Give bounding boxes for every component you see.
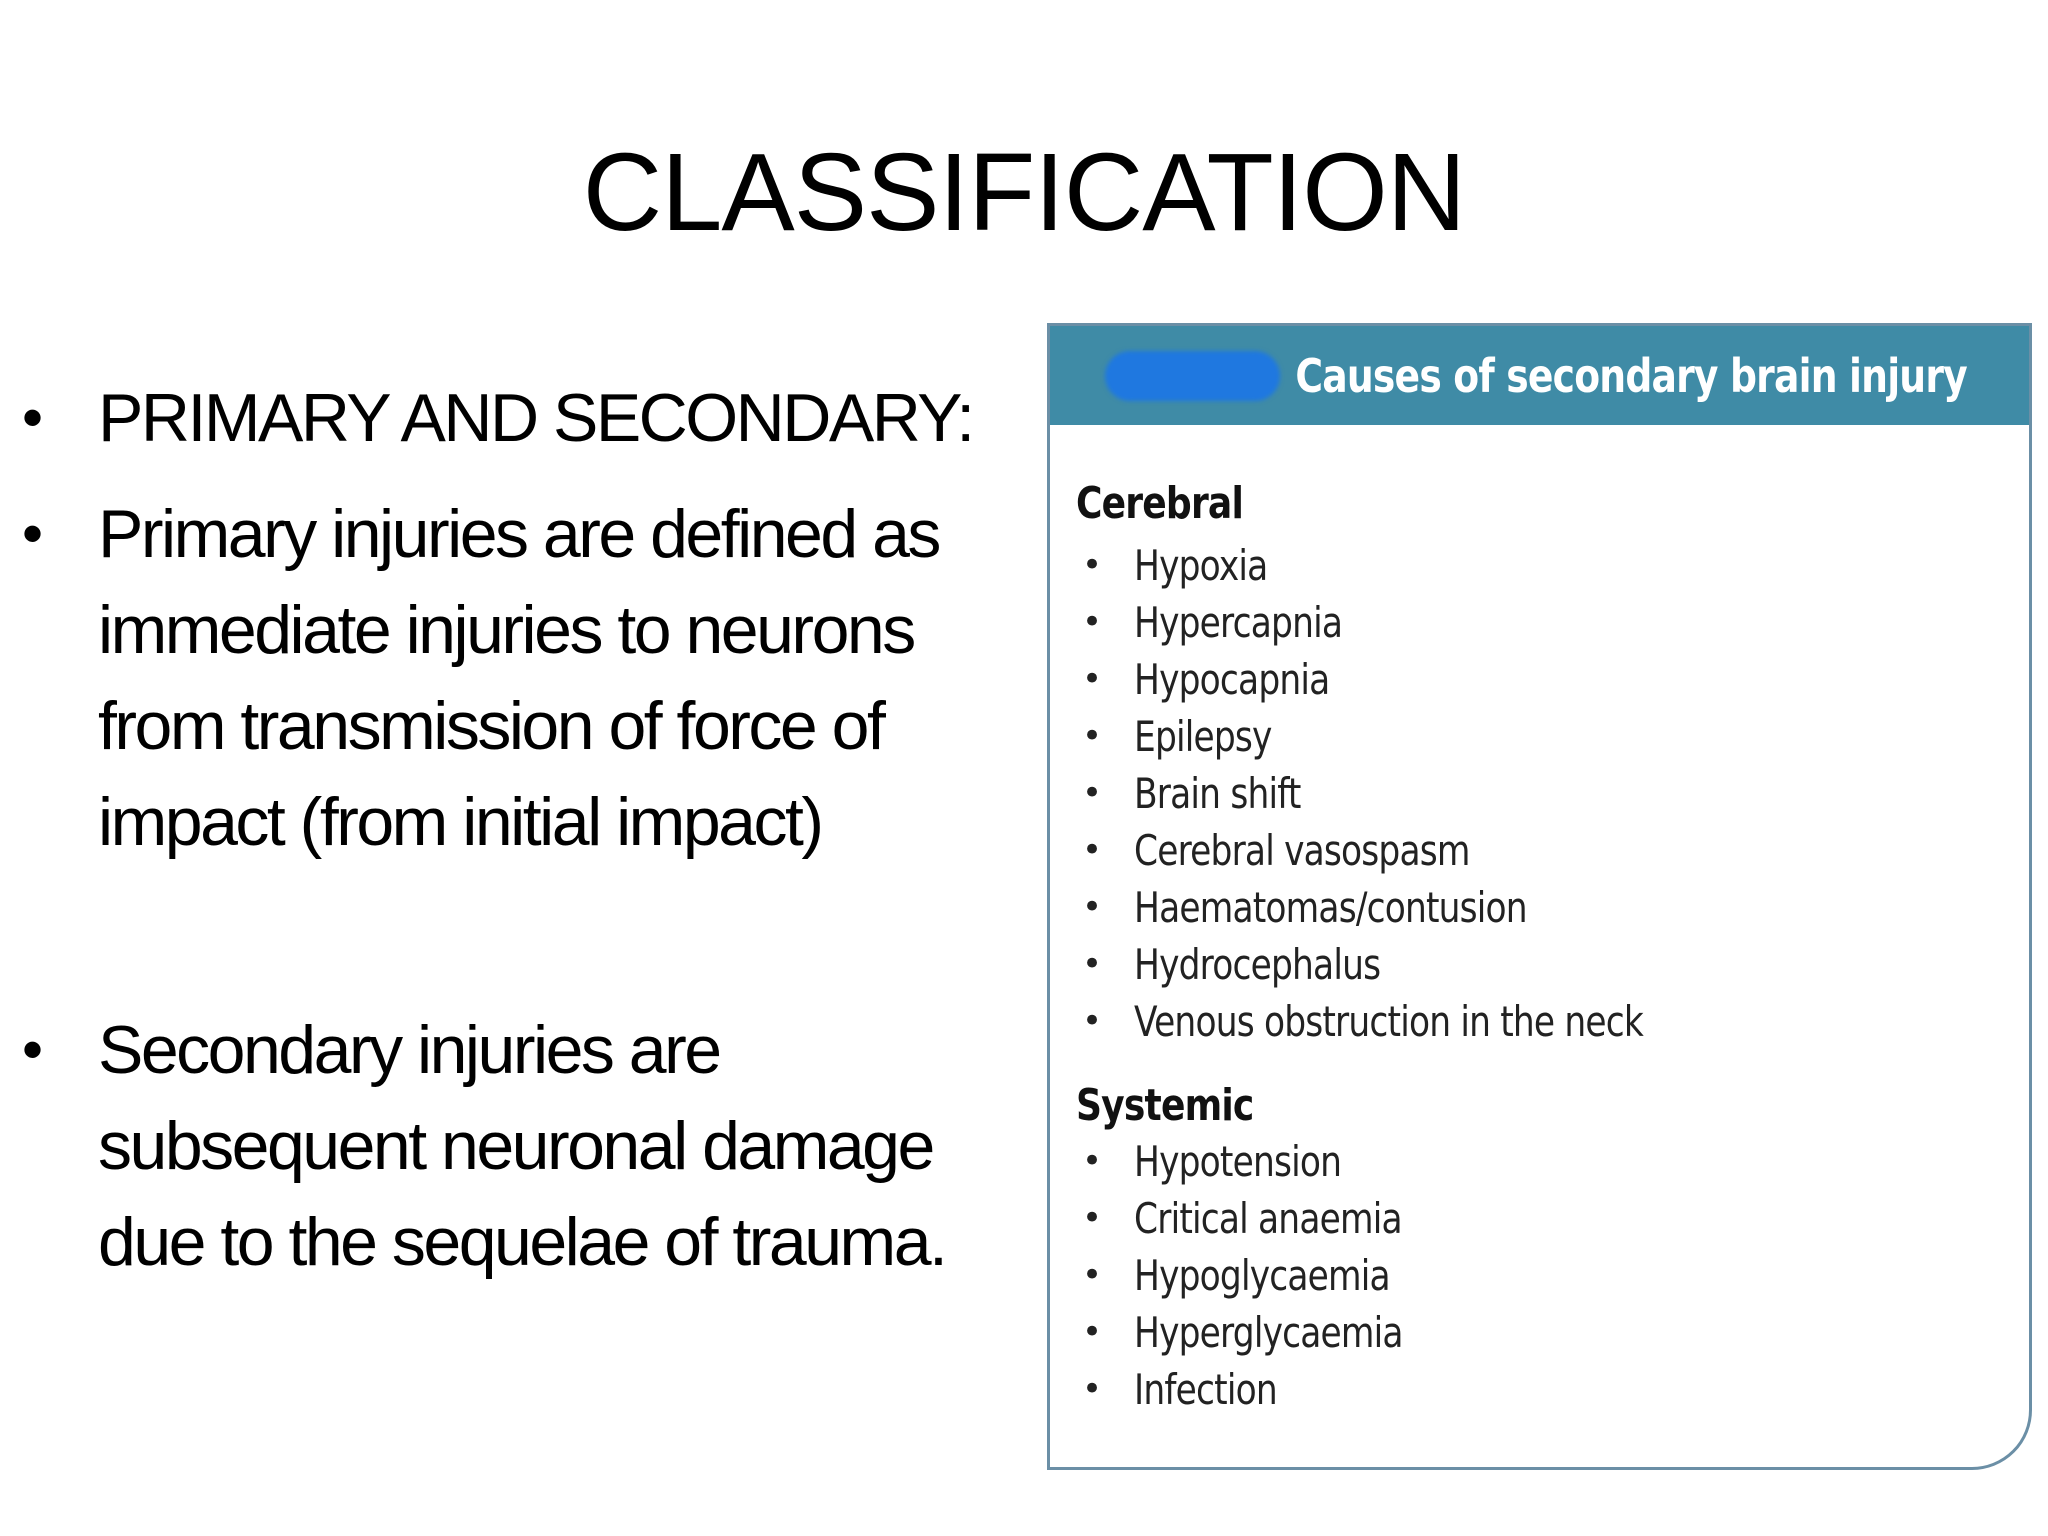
cause-item bbox=[1050, 537, 2029, 594]
bullet-marker: • bbox=[22, 384, 41, 451]
cause-item bbox=[1050, 879, 2029, 936]
cause-item bbox=[1050, 1361, 2029, 1418]
cause-item-label: Critical anaemia bbox=[1134, 1194, 1402, 1243]
slide-title: CLASSIFICATION bbox=[582, 131, 1466, 254]
cause-item bbox=[1050, 651, 2029, 708]
figure-title: Causes of secondary brain injury bbox=[1295, 349, 1967, 403]
cause-item-label: Venous obstruction in the neck bbox=[1134, 997, 1644, 1046]
cause-item bbox=[1050, 993, 2029, 1050]
cause-item-label: Hypotension bbox=[1134, 1137, 1342, 1186]
cause-item bbox=[1050, 594, 2029, 651]
bullet-icon: • bbox=[1082, 545, 1102, 585]
cause-item bbox=[1050, 936, 2029, 993]
cause-item-label: Infection bbox=[1134, 1365, 1277, 1414]
cause-item bbox=[1050, 1133, 2029, 1190]
bullet-text: Secondary injuries are subsequent neuronal damage due to the sequelae of trauma. bbox=[98, 1012, 946, 1280]
bullet-text: PRIMARY AND SECONDARY: bbox=[98, 380, 973, 456]
cause-list-systemic bbox=[1050, 1133, 2029, 1418]
cause-item-label: Hypocapnia bbox=[1134, 655, 1330, 704]
bullet-marker: • bbox=[22, 500, 41, 567]
causes-figure bbox=[1047, 323, 2032, 1470]
group-heading-cerebral: Cerebral bbox=[1076, 478, 1243, 529]
cause-item bbox=[1050, 822, 2029, 879]
cause-item-label: Epilepsy bbox=[1134, 712, 1272, 761]
cause-item-label: Hypercapnia bbox=[1134, 598, 1343, 647]
cause-item bbox=[1050, 708, 2029, 765]
bullet-icon: • bbox=[1082, 1369, 1102, 1409]
bullet-icon: • bbox=[1082, 887, 1102, 927]
cause-item-label: Hypoglycaemia bbox=[1134, 1251, 1390, 1300]
bullet-icon: • bbox=[1082, 830, 1102, 870]
cause-item-label: Brain shift bbox=[1134, 769, 1301, 818]
cause-item bbox=[1050, 1190, 2029, 1247]
bullet-icon: • bbox=[1082, 602, 1102, 642]
group-heading-systemic: Systemic bbox=[1076, 1080, 1254, 1131]
bullet-icon: • bbox=[1082, 773, 1102, 813]
cause-item-label: Hydrocephalus bbox=[1134, 940, 1381, 989]
cause-list-cerebral bbox=[1050, 537, 2029, 1050]
cause-item bbox=[1050, 765, 2029, 822]
cause-item bbox=[1050, 1247, 2029, 1304]
figure-header bbox=[1050, 326, 2029, 425]
cause-item-label: Haematomas/contusion bbox=[1134, 883, 1527, 932]
cause-item-label: Cerebral vasospasm bbox=[1134, 826, 1470, 875]
bullet-marker: • bbox=[22, 1016, 41, 1083]
bullet-icon: • bbox=[1082, 944, 1102, 984]
bullet-icon: • bbox=[1082, 1198, 1102, 1238]
bullet-icon: • bbox=[1082, 1141, 1102, 1181]
bullet-icon: • bbox=[1082, 1255, 1102, 1295]
redaction-smudge bbox=[1105, 351, 1280, 401]
bullet-icon: • bbox=[1082, 1001, 1102, 1041]
bullet-icon: • bbox=[1082, 716, 1102, 756]
cause-item-label: Hypoxia bbox=[1134, 541, 1268, 590]
cause-item bbox=[1050, 1304, 2029, 1361]
bullet-text: Primary injuries are defined as immediate injuries to neurons from transmission of force of impact (from initial impact) bbox=[98, 496, 939, 860]
cause-item-label: Hyperglycaemia bbox=[1134, 1308, 1403, 1357]
bullet-icon: • bbox=[1082, 659, 1102, 699]
bullet-icon: • bbox=[1082, 1312, 1102, 1352]
